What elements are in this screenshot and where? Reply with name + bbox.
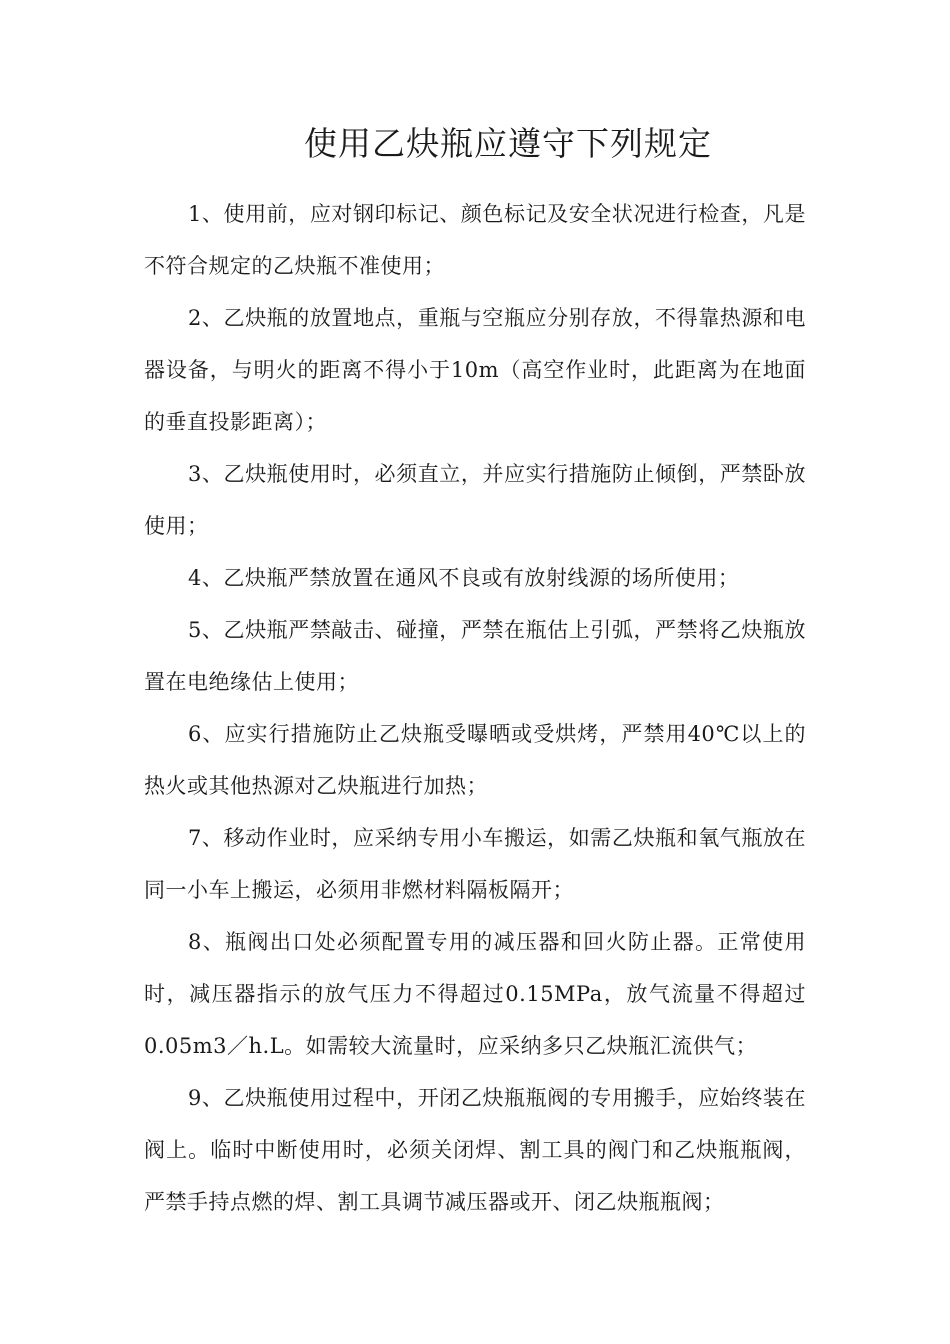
- page-title: 使用乙炔瓶应遵守下列规定: [304, 124, 712, 163]
- rule-paragraph-9: 9、乙炔瓶使用过程中，开闭乙炔瓶瓶阀的专用搬手，应始终装在阀上。临时中断使用时，必须关闭焊、割工具的阀门和乙炔瓶瓶阀，严禁手持点燃的焊、割工具调节减压器或开、闭乙炔瓶瓶阀；: [144, 1086, 806, 1214]
- rule-paragraph-4: 4、乙炔瓶严禁放置在通风不良或有放射线源的场所使用；: [188, 566, 740, 590]
- rule-paragraph-1: 1、使用前，应对钢印标记、颜色标记及安全状况进行检查，凡是不符合规定的乙炔瓶不准使用；: [144, 202, 806, 278]
- document-body: [144, 188, 806, 1228]
- rule-paragraph-7: 7、移动作业时，应采纳专用小车搬运，如需乙炔瓶和氧气瓶放在同一小车上搬运，必须用非燃材料隔板隔开；: [144, 826, 806, 902]
- rule-paragraph-3: 3、乙炔瓶使用时，必须直立，并应实行措施防止倾倒，严禁卧放使用；: [144, 462, 806, 538]
- rule-paragraph-2: 2、乙炔瓶的放置地点，重瓶与空瓶应分别存放，不得靠热源和电器设备，与明火的距离不得小于10m（高空作业时，此距离为在地面的垂直投影距离）；: [144, 306, 806, 434]
- rule-paragraph-8: 8、瓶阀出口处必须配置专用的减压器和回火防止器。正常使用时，减压器指示的放气压力不得超过0.15MPa，放气流量不得超过0.05m3／h.L。如需较大流量时，应采纳多只乙炔瓶汇流供气；: [144, 930, 806, 1058]
- rule-paragraph-5: 5、乙炔瓶严禁敲击、碰撞，严禁在瓶估上引弧，严禁将乙炔瓶放置在电绝缘估上使用；: [144, 618, 806, 694]
- rule-paragraph-6: 6、应实行措施防止乙炔瓶受曝晒或受烘烤，严禁用40℃以上的热火或其他热源对乙炔瓶进行加热；: [144, 722, 806, 798]
